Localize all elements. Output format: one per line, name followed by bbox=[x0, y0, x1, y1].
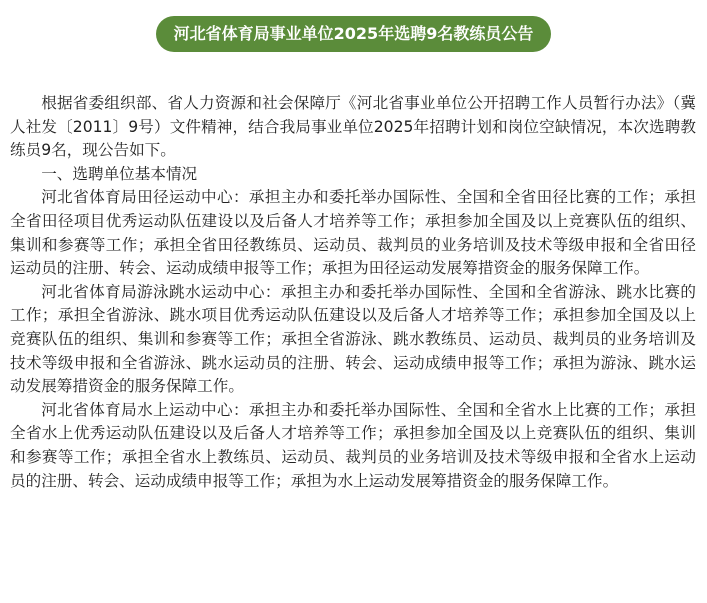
announcement-body bbox=[10, 92, 696, 493]
intro-paragraph: 根据省委组织部、省人力资源和社会保障厅《河北省事业单位公开招聘工作人员暂行办法》（冀人社发〔2011〕9号）文件精神，结合我局事业单位2025年招聘计划和岗位空缺情况，本次选聘教练员9名，现公告如下。 bbox=[10, 94, 696, 160]
section-heading: 一、选聘单位基本情况 bbox=[41, 164, 198, 183]
title-banner bbox=[0, 16, 707, 52]
unit-description-water-sports: 河北省体育局水上运动中心：承担主办和委托举办国际性、全国和全省水上比赛的工作；承担全省水上优秀运动队伍建设以及后备人才培养等工作；承担参加全国及以上竞赛队伍的组织、集训和参赛等工作；承担全省水上教练员、运动员、裁判员的业务培训及技术等级申报和全省水上运动员的注册、转会、运动成绩申报等工作；承担为水上运动发展筹措资金的服务保障工作。 bbox=[10, 400, 696, 490]
announcement-title: 河北省体育局事业单位2025年选聘9名教练员公告 bbox=[156, 16, 552, 52]
unit-description-swimming-diving: 河北省体育局游泳跳水运动中心：承担主办和委托举办国际性、全国和全省游泳、跳水比赛的工作；承担全省游泳、跳水项目优秀运动队伍建设以及后备人才培养等工作；承担参加全国及以上竞赛队伍的组织、集训和参赛等工作；承担全省游泳、跳水教练员、运动员、裁判员的业务培训及技术等级申报和全省游泳、跳水运动员的注册、转会、运动成绩申报等工作；承担为游泳、跳水运动发展筹措资金的服务保障工作。 bbox=[10, 282, 696, 396]
unit-description-athletics: 河北省体育局田径运动中心：承担主办和委托举办国际性、全国和全省田径比赛的工作；承担全省田径项目优秀运动队伍建设以及后备人才培养等工作；承担参加全国及以上竞赛队伍的组织、集训和参赛等工作；承担全省田径教练员、运动员、裁判员的业务培训及技术等级申报和全省田径运动员的注册、转会、运动成绩申报等工作；承担为田径运动发展筹措资金的服务保障工作。 bbox=[10, 188, 696, 278]
